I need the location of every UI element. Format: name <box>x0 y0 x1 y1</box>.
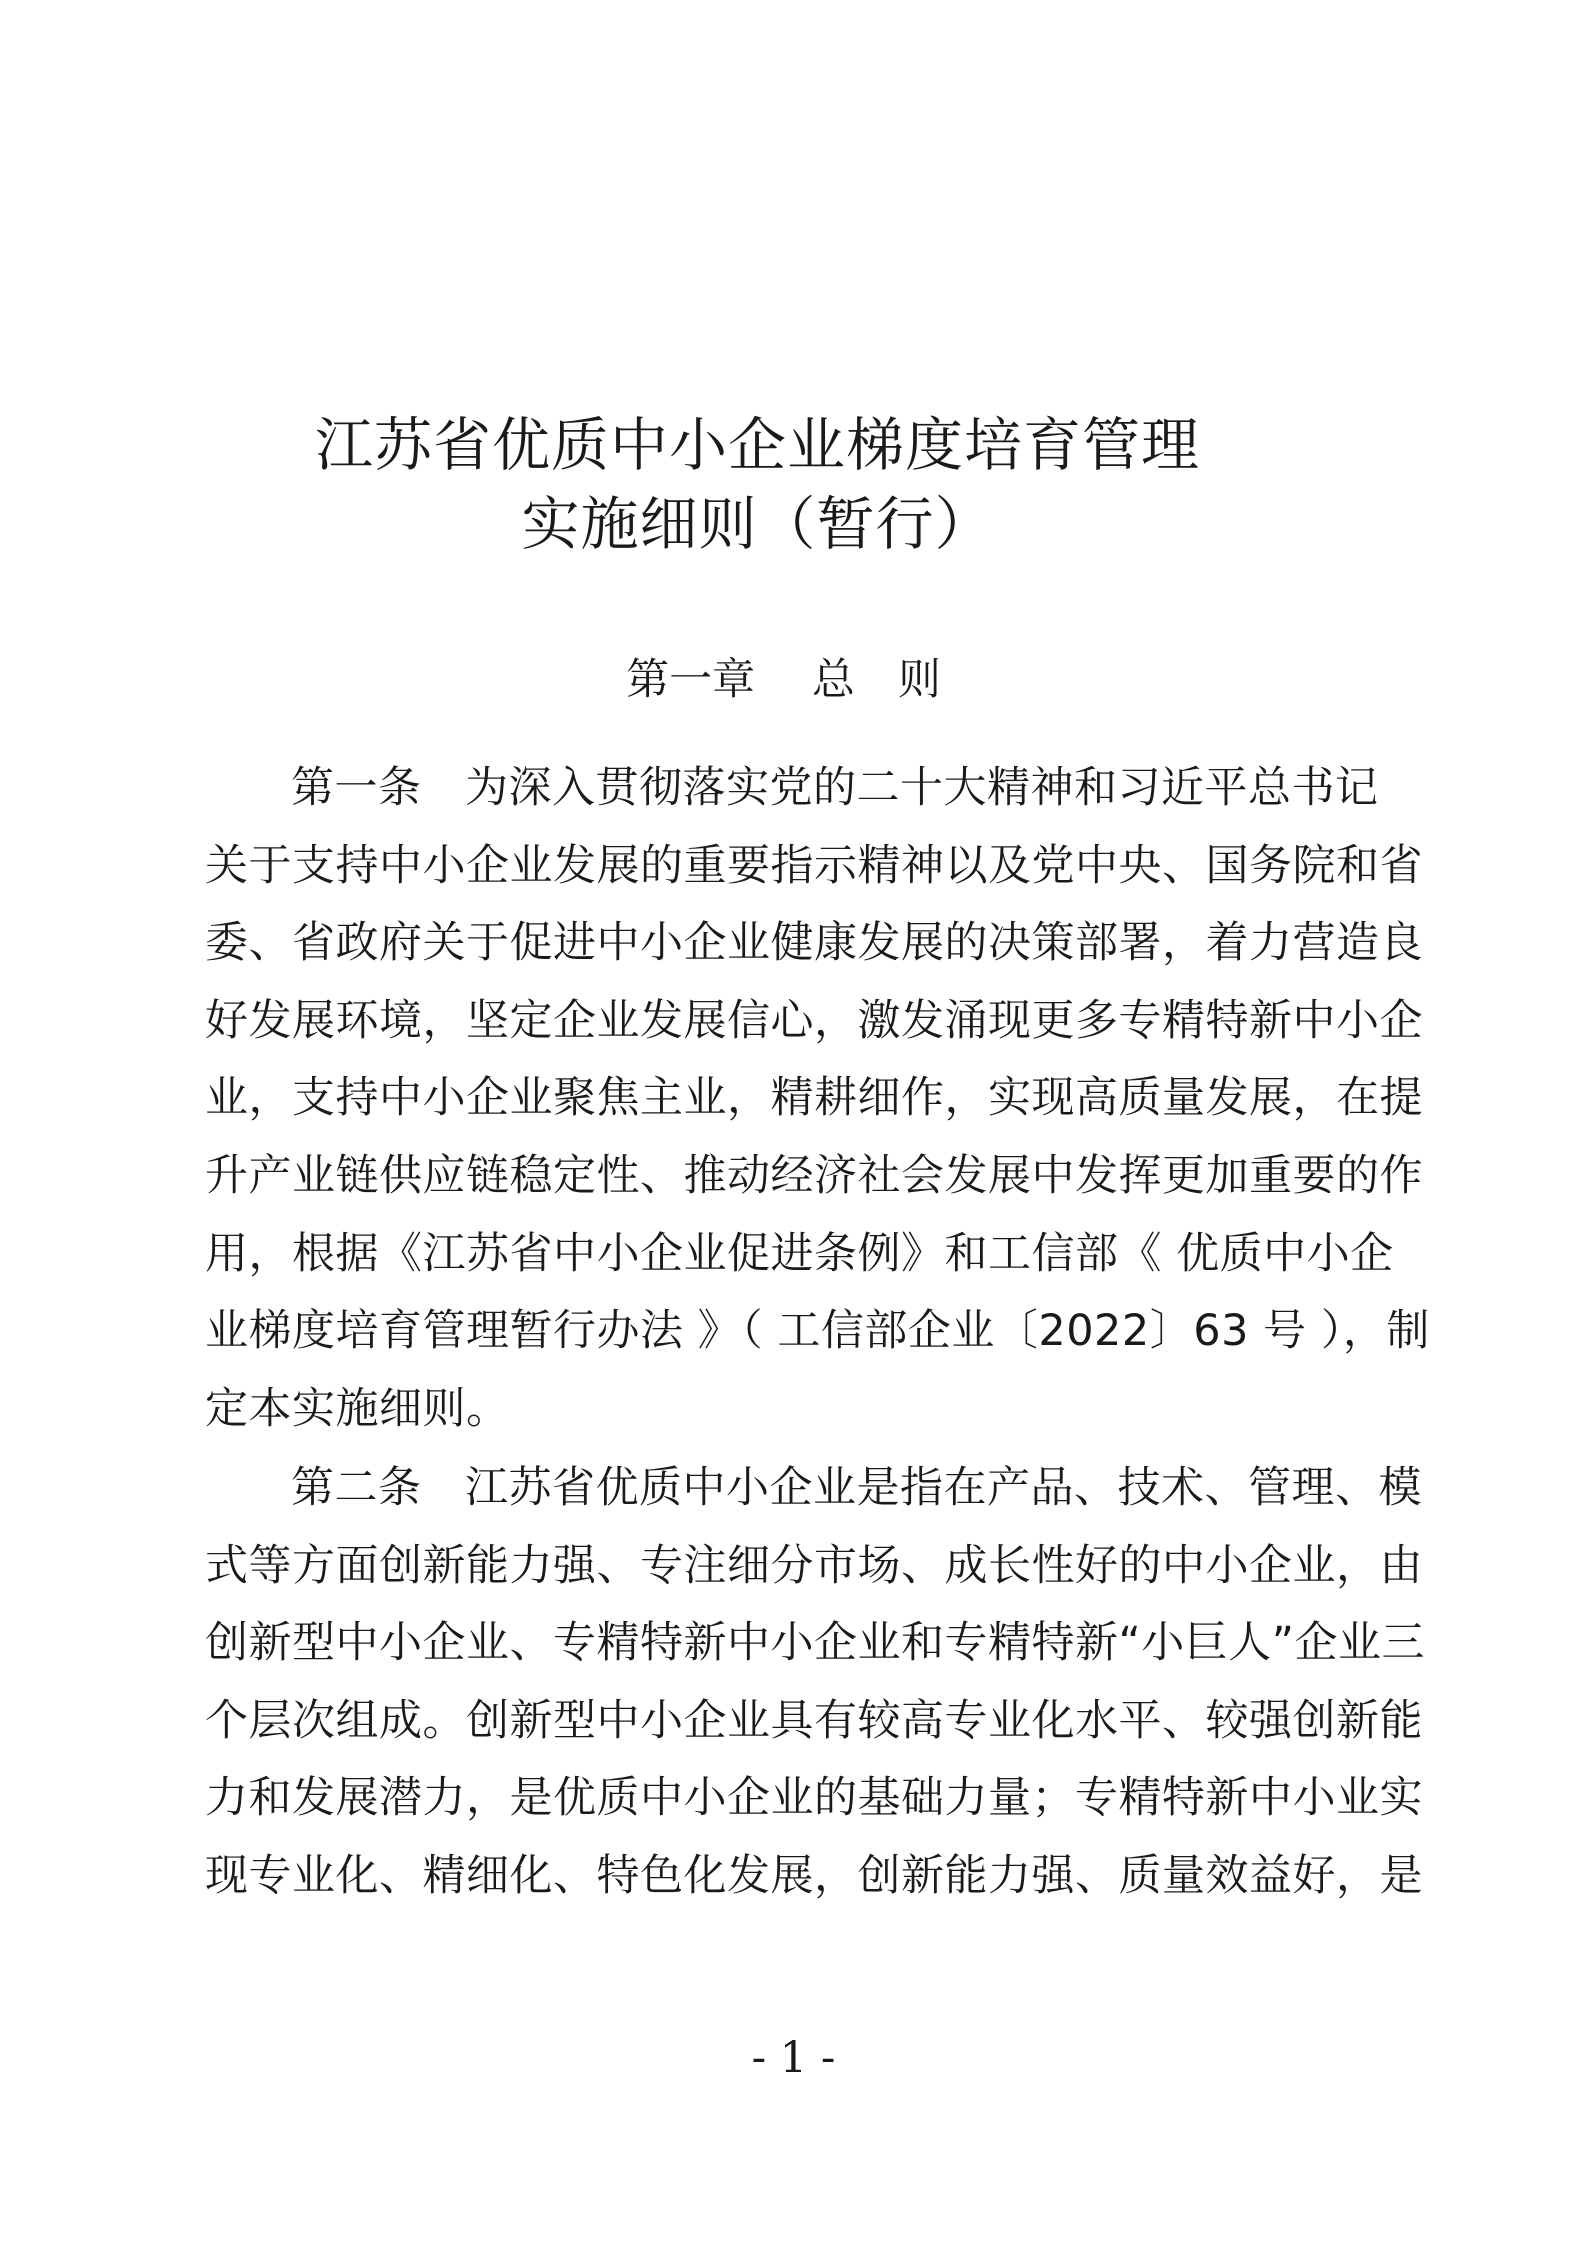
article-1-line: 业，支持中小企业聚焦主业，精耕细作，实现高质量发展，在提 <box>205 1073 1423 1124</box>
article-2-line: 力和发展潜力，是优质中小企业的基础力量；专精特新中小业实 <box>205 1773 1423 1824</box>
article-1-paragraph <box>205 750 1430 1448</box>
article-2-line: 个层次组成。创新型中小企业具有较高专业化水平、较强创新能 <box>205 1695 1423 1746</box>
document-title-line-2: 实施细则（暂行） <box>521 490 994 558</box>
document-title-line-1: 江苏省优质中小企业梯度培育管理 <box>314 411 1200 479</box>
article-2-paragraph <box>205 1450 1426 1916</box>
article-1-line: 用，根据《江苏省中小企业促进条例》和工信部《 优质中小企 <box>205 1228 1394 1279</box>
article-2-line: 现专业化、精细化、特色化发展，创新能力强、质量效益好，是 <box>205 1850 1423 1901</box>
article-1-line: 定本实施细则。 <box>205 1383 510 1434</box>
article-1-line: 好发展环境，坚定企业发展信心，激发涌现更多专精特新中小企 <box>205 995 1423 1046</box>
article-1-line: 关于支持中小企业发展的重要指示精神以及党中央、国务院和省 <box>205 840 1423 891</box>
page-number: - 1 - <box>751 2033 836 2083</box>
article-2-line: 创新型中小企业、专精特新中小企业和专精特新“小巨人”企业三 <box>205 1618 1426 1669</box>
article-2-line: 式等方面创新能力强、专注细分市场、成长性好的中小企业，由 <box>205 1540 1423 1591</box>
article-2-line: 第二条 江苏省优质中小企业是指在产品、技术、管理、模 <box>291 1463 1422 1513</box>
article-1-line: 业梯度培育管理暂行办法 》（ 工信部企业〔2022〕63 号 ），制 <box>205 1306 1430 1357</box>
article-1-line: 升产业链供应链稳定性、推动经济社会发展中发挥更加重要的作 <box>205 1150 1423 1201</box>
article-1-line: 第一条 为深入贯彻落实党的二十大精神和习近平总书记 <box>291 763 1379 813</box>
chapter-heading: 第一章 总 则 <box>626 655 941 705</box>
article-1-line: 委、省政府关于促进中小企业健康发展的决策部署，着力营造良 <box>205 918 1423 969</box>
